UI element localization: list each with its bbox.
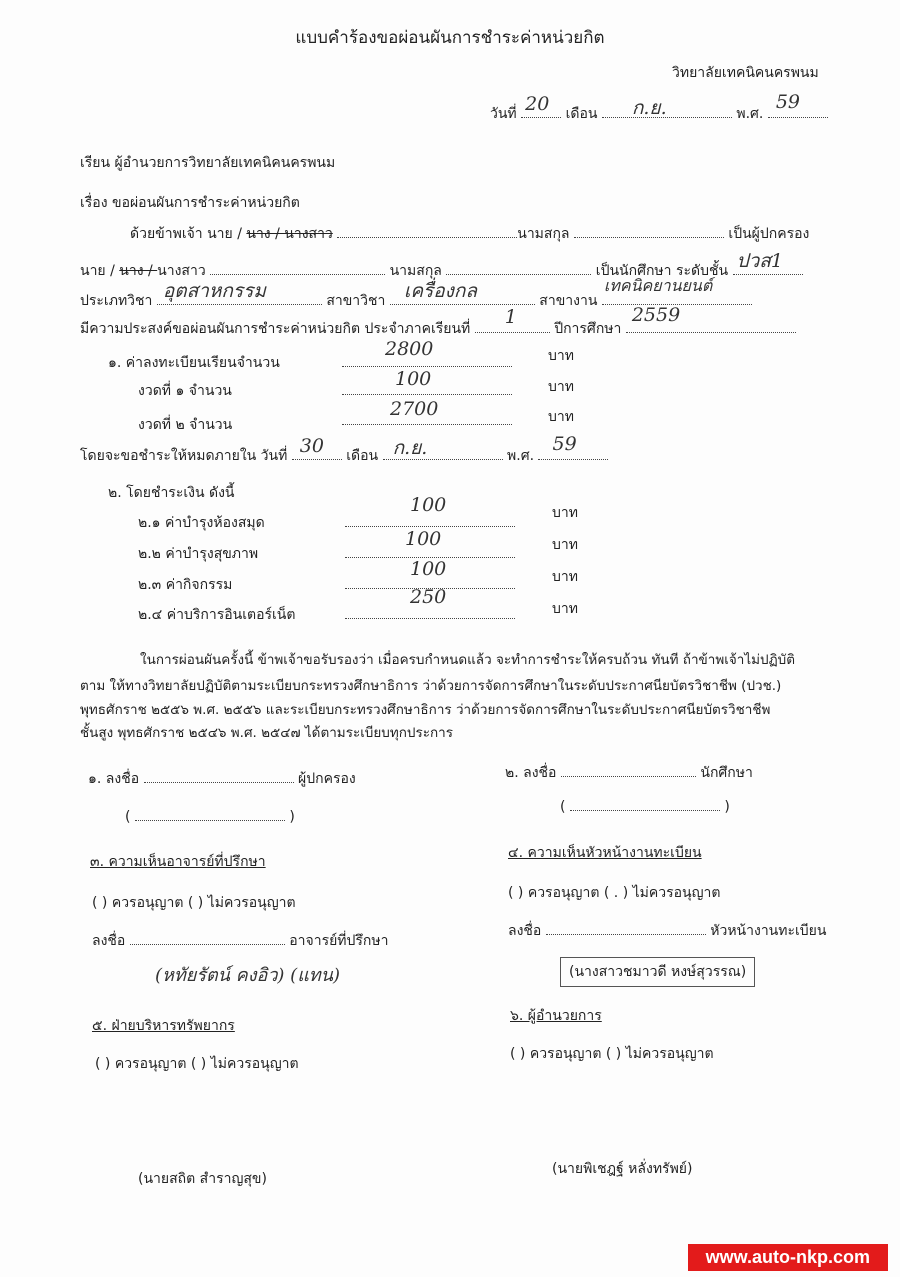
unit: บาท — [548, 409, 574, 425]
label: นางสาว — [157, 263, 206, 279]
advisor-options: ( ) ควรอนุญาต ( ) ไม่ควรอนุญาต — [92, 895, 296, 911]
label: ประเภทวิชา — [80, 293, 153, 309]
director-heading: ๖. ผู้อำนวยการ — [510, 1008, 602, 1024]
resources-heading: ๕. ฝ่ายบริหารทรัพยากร — [92, 1018, 235, 1034]
paragraph-line: ตาม ให้ทางวิทยาลัยปฏิบัติตามระเบียบกระทรวงศึกษาธิการ ว่าด้วยการจัดการศึกษาในระดับประกาศนียบัตรวิชาชีพ (ปวช.) — [80, 678, 782, 694]
item-label: งวดที่ ๑ จำนวน — [138, 383, 232, 399]
paragraph-line: ชั้นสูง พุทธศักราช ๒๕๔๖ พ.ศ. ๒๕๔๗ ได้ตามระเบียบทุกประการ — [80, 725, 454, 741]
term-value: 1 — [504, 306, 517, 328]
paragraph-line: ในการผ่อนผันครั้งนี้ ข้าพเจ้าขอรับรองว่า เมื่อครบกำหนดแล้ว จะทำการชำระให้ครบถ้วน ทันที ถ้าข้าพเจ้าไม่ปฏิบัติ — [140, 652, 795, 668]
label: ด้วยข้าพเจ้า นาย / — [130, 226, 247, 242]
level-value: ปวส1 — [736, 250, 783, 272]
amount-value: 100 — [405, 528, 442, 550]
deadline-day: 30 — [299, 435, 324, 457]
label: อาจารย์ที่ปรึกษา — [289, 933, 389, 949]
item-label: ๒.๑ ค่าบำรุงห้องสมุด — [138, 515, 265, 531]
label: นามสกุล — [517, 226, 570, 242]
unit: บาท — [552, 601, 578, 617]
label: ปีการศึกษา — [554, 321, 622, 337]
label: นาย / — [80, 263, 120, 279]
label: เดือน — [346, 448, 379, 464]
label: ลงชื่อ — [92, 933, 126, 949]
label: หัวหน้างานทะเบียน — [710, 923, 827, 939]
major-value: เครื่องกล — [403, 280, 478, 302]
item-label: งวดที่ ๒ จำนวน — [138, 417, 233, 433]
label: สาขางาน — [539, 293, 598, 309]
label: เป็นนักศึกษา ระดับชั้น — [595, 263, 729, 279]
date-line — [490, 91, 828, 125]
struck-title: นาง / นางสาว — [246, 226, 333, 242]
label: เดือน — [565, 106, 598, 122]
label: โดยจะขอชำระให้หมดภายใน วันที่ — [80, 448, 288, 464]
label: พ.ศ. — [736, 106, 764, 122]
work-value: เทคนิคยานยนต์ — [603, 276, 713, 295]
amount-value: 250 — [410, 586, 447, 608]
item-label: ๒.๓ ค่ากิจกรรม — [138, 577, 233, 593]
resources-name: (นายสถิต สำราญสุข) — [138, 1171, 267, 1187]
item-label: ๒.๔ ค่าบริการอินเตอร์เน็ต — [138, 607, 296, 623]
unit: บาท — [552, 569, 578, 585]
label: พ.ศ. — [507, 448, 535, 464]
label: มีความประสงค์ขอผ่อนผันการชำระค่าหน่วยกิต ประจำภาคเรียนที่ — [80, 321, 471, 337]
student-signature — [505, 762, 753, 784]
label: ๑. ลงชื่อ — [88, 771, 140, 787]
college-name: วิทยาลัยเทคนิคนครพนม — [672, 65, 819, 81]
unit: บาท — [548, 379, 574, 395]
watermark-banner: www.auto-nkp.com — [688, 1244, 888, 1271]
type-value: อุตสาหกรรม — [162, 280, 266, 302]
advisor-name: (หทัยรัตน์ คงอิว) (แทน) — [155, 965, 340, 986]
section2-heading: ๒. โดยชำระเงิน ดังนี้ — [108, 485, 235, 501]
label: ลงชื่อ — [508, 923, 542, 939]
unit: บาท — [552, 505, 578, 521]
amount-value: 2700 — [390, 398, 439, 420]
unit: บาท — [548, 348, 574, 364]
registrar-options: ( ) ควรอนุญาต ( . ) ไม่ควรอนุญาต — [508, 885, 721, 901]
amount-value: 100 — [410, 494, 447, 516]
guardian-signature — [88, 768, 356, 790]
amount-value: 2800 — [385, 338, 434, 360]
advisor-heading: ๓. ความเห็นอาจารย์ที่ปรึกษา — [90, 854, 266, 870]
item-label: ๒.๒ ค่าบำรุงสุขภาพ — [138, 546, 259, 562]
director-options: ( ) ควรอนุญาต ( ) ไม่ควรอนุญาต — [510, 1046, 714, 1062]
year-value: 2559 — [631, 304, 681, 326]
petition-form: แบบคำร้องขอผ่อนผันการชำระค่าหน่วยกิต วิทยาลัยเทคนิคนครพนม วันที่ 20 เดือน ก.ย. พ.ศ. 59 เรียน ผู้อำนวยการวิทยาลัยเทคนิคนครพนม เรื่อง ขอผ่อนผันการชำระค่าหน่วยกิต ด้วยข้าพเจ้า นาย / นาง / นางสาว นามสกุล เป็นผู้ปกครอง นาย / นาง / นางสาว นามสกุล เป็นนักศึกษา ระดับชั้น ปวส1 ประเภทวิชา อุตสาหกรรม สาขาวิชา เครื่องกล สาขางาน เทคนิคยานยนต์ มีความประสงค์ขอผ่อนผันการชำระค่าหน่วยกิต ประจำภาคเรียนที่ 1 ปีการศึกษา 2559 ๑. ค่าลงทะเบียนเรียนจำนวน งวดที่ ๑ จำนวน งวดที่ ๒ จำนวน 2800 100 2700 บาท บาท บาท โดยจะขอชำระให้หมดภายใน วันที่ 30 เดือน ก.ย. พ.ศ. 59 ๒. โดยชำระเงิน ดังนี้ ๒.๑ ค่าบำรุงห้องสมุด ๒.๒ ค่าบำรุงสุขภาพ ๒.๓ ค่ากิจกรรม ๒.๔ ค่าบริการอินเตอร์เน็ต 100 100 100 250 บาท บาท บาท บาท ในการผ่อนผันครั้งนี้ ข้าพเจ้าขอรับรองว่า เมื่อครบกำหนดแล้ว จะทำการชำระให้ครบถ้วน ทันที ถ้าข้าพเจ้าไม่ปฏิบัติ ตาม ให้ทางวิทยาลัยปฏิบัติตามระเบียบกระทรวงศึกษาธิการ ว่าด้วยการจัดการศึกษาในระดับประกาศนียบัตรวิชาชีพ (ปวช.) พุทธศักราช ๒๕๕๖ พ.ศ. ๒๕๕๖ และระเบียบกระทรวงศึกษาธิการ ว่าด้วยการจัดการศึกษาในระดับประกาศนียบัตรวิชาชีพ ชั้นสูง พุทธศักราช ๒๕๔๖ พ.ศ. ๒๕๔๗ ได้ตามระเบียบทุกประการ ๑. ลงชื่อ ผู้ปกครอง ( ) ๒. ลงชื่อ นักศึกษา ( ) ๓. ความเห็นอาจารย์ที่ปรึกษา ( ) ควรอนุญาต ( ) ไม่ควรอนุญาต ลงชื่อ อาจารย์ที่ปรึกษา (หทัยรัตน์ คงอิว) (แทน) ๔. ความเห็นหัวหน้างานทะเบียน ( ) ควรอนุญาต ( . ) ไม่ควรอนุญาต ลงชื่อ หัวหน้างานทะเบียน (นางสาวชมาวดี หงษ์สุวรรณ) ๕. ฝ่ายบริหารทรัพยากร ( ) ควรอนุญาต ( ) ไม่ควรอนุญาต (นายสถิต สำราญสุข) ๖. ผู้อำนวยการ ( ) ควรอนุญาต ( ) ไม่ควรอนุญาต (นายพิเชฎฐ์ หลั่งทรัพย์) www.auto-nkp.com — [0, 0, 900, 1277]
label: นามสกุล — [389, 263, 442, 279]
subject: เรื่อง ขอผ่อนผันการชำระค่าหน่วยกิต — [80, 195, 300, 211]
date-year: 59 — [775, 91, 800, 113]
registrar-heading: ๔. ความเห็นหัวหน้างานทะเบียน — [508, 845, 702, 861]
resources-options: ( ) ควรอนุญาต ( ) ไม่ควรอนุญาต — [95, 1056, 299, 1072]
label: ผู้ปกครอง — [298, 771, 356, 787]
deadline-line — [80, 433, 608, 467]
label: สาขาวิชา — [326, 293, 386, 309]
label: วันที่ — [490, 106, 517, 122]
deadline-year: 59 — [552, 433, 577, 455]
amount-value: 100 — [395, 368, 432, 390]
registrar-signature — [508, 920, 826, 942]
addressee: เรียน ผู้อำนวยการวิทยาลัยเทคนิคนครพนม — [80, 155, 336, 171]
struck-title: นาง / — [119, 263, 158, 279]
label: ๒. ลงชื่อ — [505, 765, 557, 781]
label: นักศึกษา — [700, 765, 753, 781]
paragraph-line: พุทธศักราช ๒๕๕๖ พ.ศ. ๒๕๕๖ และระเบียบกระทรวงศึกษาธิการ ว่าด้วยการจัดการศึกษาในระดับประกาศนียบัตรวิชาชีพ — [80, 702, 771, 718]
amount-value: 100 — [410, 558, 447, 580]
guardian-line — [130, 223, 809, 245]
unit: บาท — [552, 537, 578, 553]
date-month: ก.ย. — [631, 97, 667, 119]
advisor-signature — [92, 930, 389, 952]
label: เป็นผู้ปกครอง — [728, 226, 810, 242]
date-day: 20 — [525, 93, 550, 115]
director-name: (นายพิเชฎฐ์ หลั่งทรัพย์) — [552, 1161, 693, 1177]
item-label: ๑. ค่าลงทะเบียนเรียนจำนวน — [108, 355, 280, 371]
registrar-name: (นางสาวชมาวดี หงษ์สุวรรณ) — [560, 957, 755, 987]
form-title: แบบคำร้องขอผ่อนผันการชำระค่าหน่วยกิต — [295, 28, 605, 48]
term-line — [80, 304, 796, 340]
deadline-month: ก.ย. — [392, 437, 428, 459]
